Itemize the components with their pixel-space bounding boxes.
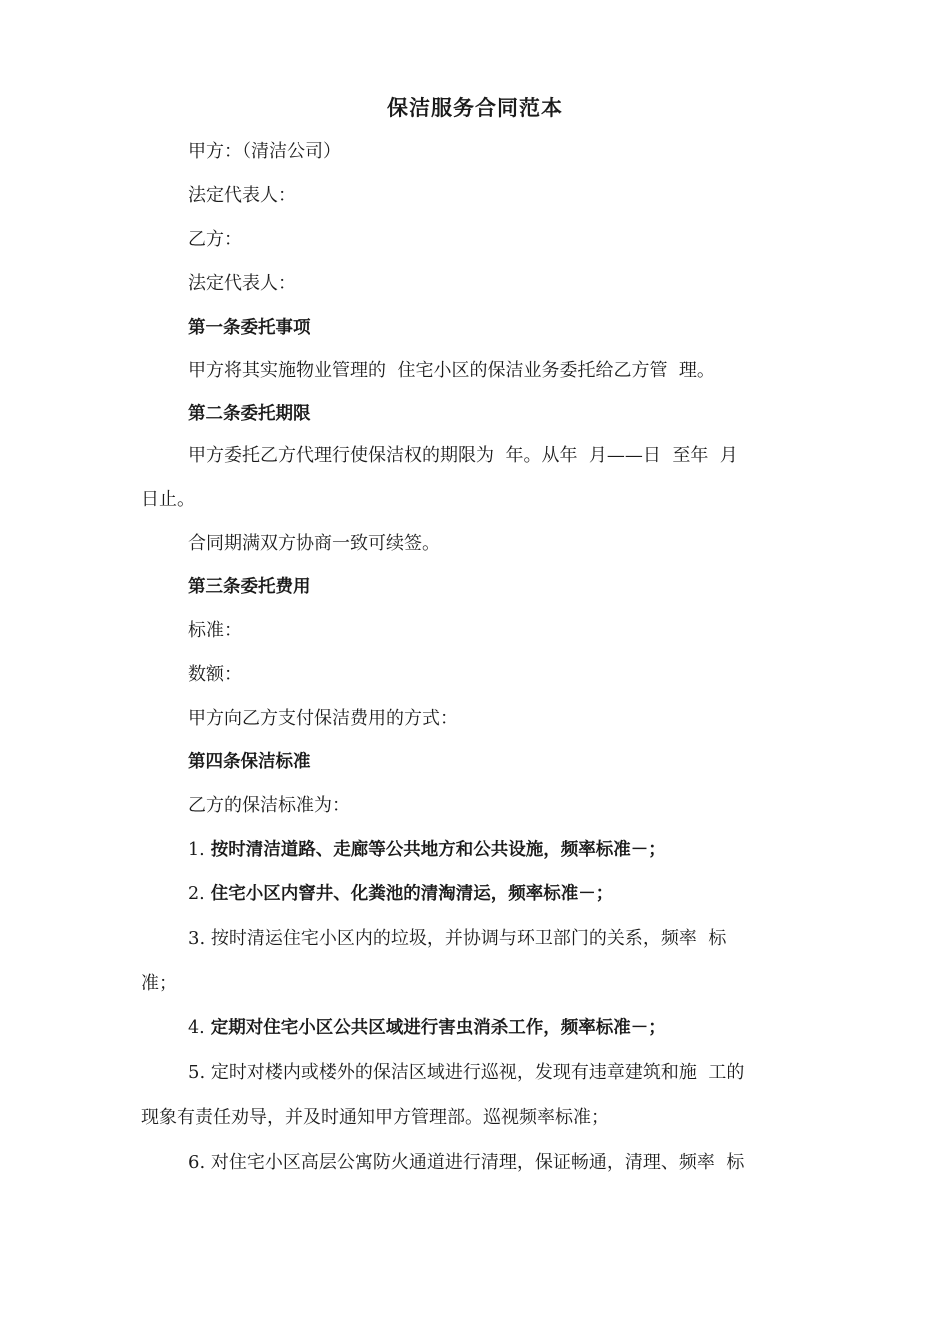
item-number: 2. bbox=[188, 884, 205, 904]
item-text: 定时对楼内或楼外的保洁区域进行巡视，发现有违章建筑和施 工的 bbox=[210, 1062, 745, 1083]
item-number: 5. bbox=[188, 1062, 206, 1083]
standard-item-3-continuation: 准； bbox=[141, 973, 177, 994]
item-text: 住宅小区内窨井、化粪池的清淘清运，频率标准－； bbox=[210, 884, 614, 904]
article2-heading: 第二条委托期限 bbox=[188, 404, 311, 424]
item-number: 1. bbox=[188, 840, 205, 860]
article1-heading: 第一条委托事项 bbox=[188, 318, 311, 338]
item-number: 6. bbox=[188, 1152, 206, 1173]
item-number: 4. bbox=[188, 1018, 205, 1038]
article3-amount: 数额： bbox=[188, 664, 242, 685]
item-text: 定期对住宅小区公共区域进行害虫消杀工作，频率标准－； bbox=[210, 1018, 666, 1038]
article4-heading: 第四条保洁标准 bbox=[188, 752, 311, 772]
article3-standard: 标准： bbox=[188, 620, 242, 641]
party-a-line: 甲方：（清洁公司） bbox=[188, 141, 341, 162]
standard-item-6 bbox=[188, 1150, 744, 1176]
standard-item-5 bbox=[188, 1060, 744, 1086]
article1-body: 甲方将其实施物业管理的 住宅小区的保洁业务委托给乙方管 理。 bbox=[188, 360, 715, 381]
item-text: 对住宅小区高层公寓防火通道进行清理，保证畅通，清理、频率 标 bbox=[210, 1152, 745, 1173]
item-text: 按时清洁道路、走廊等公共地方和公共设施，频率标准－； bbox=[210, 840, 666, 860]
party-a-representative: 法定代表人： bbox=[188, 185, 296, 206]
standard-item-1 bbox=[188, 837, 666, 863]
standard-item-5-continuation: 现象有责任劝导，并及时通知甲方管理部。巡视频率标准； bbox=[141, 1107, 609, 1128]
article3-heading: 第三条委托费用 bbox=[188, 577, 311, 597]
document-title: 保洁服务合同范本 bbox=[387, 96, 563, 120]
party-b-representative: 法定代表人： bbox=[188, 273, 296, 294]
party-b-line: 乙方： bbox=[188, 229, 242, 250]
article4-intro: 乙方的保洁标准为： bbox=[188, 795, 350, 816]
item-number: 3. bbox=[188, 928, 206, 949]
article3-payment: 甲方向乙方支付保洁费用的方式： bbox=[188, 708, 458, 729]
item-text: 按时清运住宅小区内的垃圾，并协调与环卫部门的关系，频率 标 bbox=[210, 928, 727, 949]
standard-item-4 bbox=[188, 1015, 666, 1041]
article2-body-line2: 日止。 bbox=[141, 489, 195, 510]
standard-item-2 bbox=[188, 881, 613, 907]
standard-item-3 bbox=[188, 926, 726, 952]
article2-body-line1: 甲方委托乙方代理行使保洁权的期限为 年。从年 月——日 至年 月 bbox=[188, 445, 738, 466]
article2-renewal: 合同期满双方协商一致可续签。 bbox=[188, 533, 440, 554]
